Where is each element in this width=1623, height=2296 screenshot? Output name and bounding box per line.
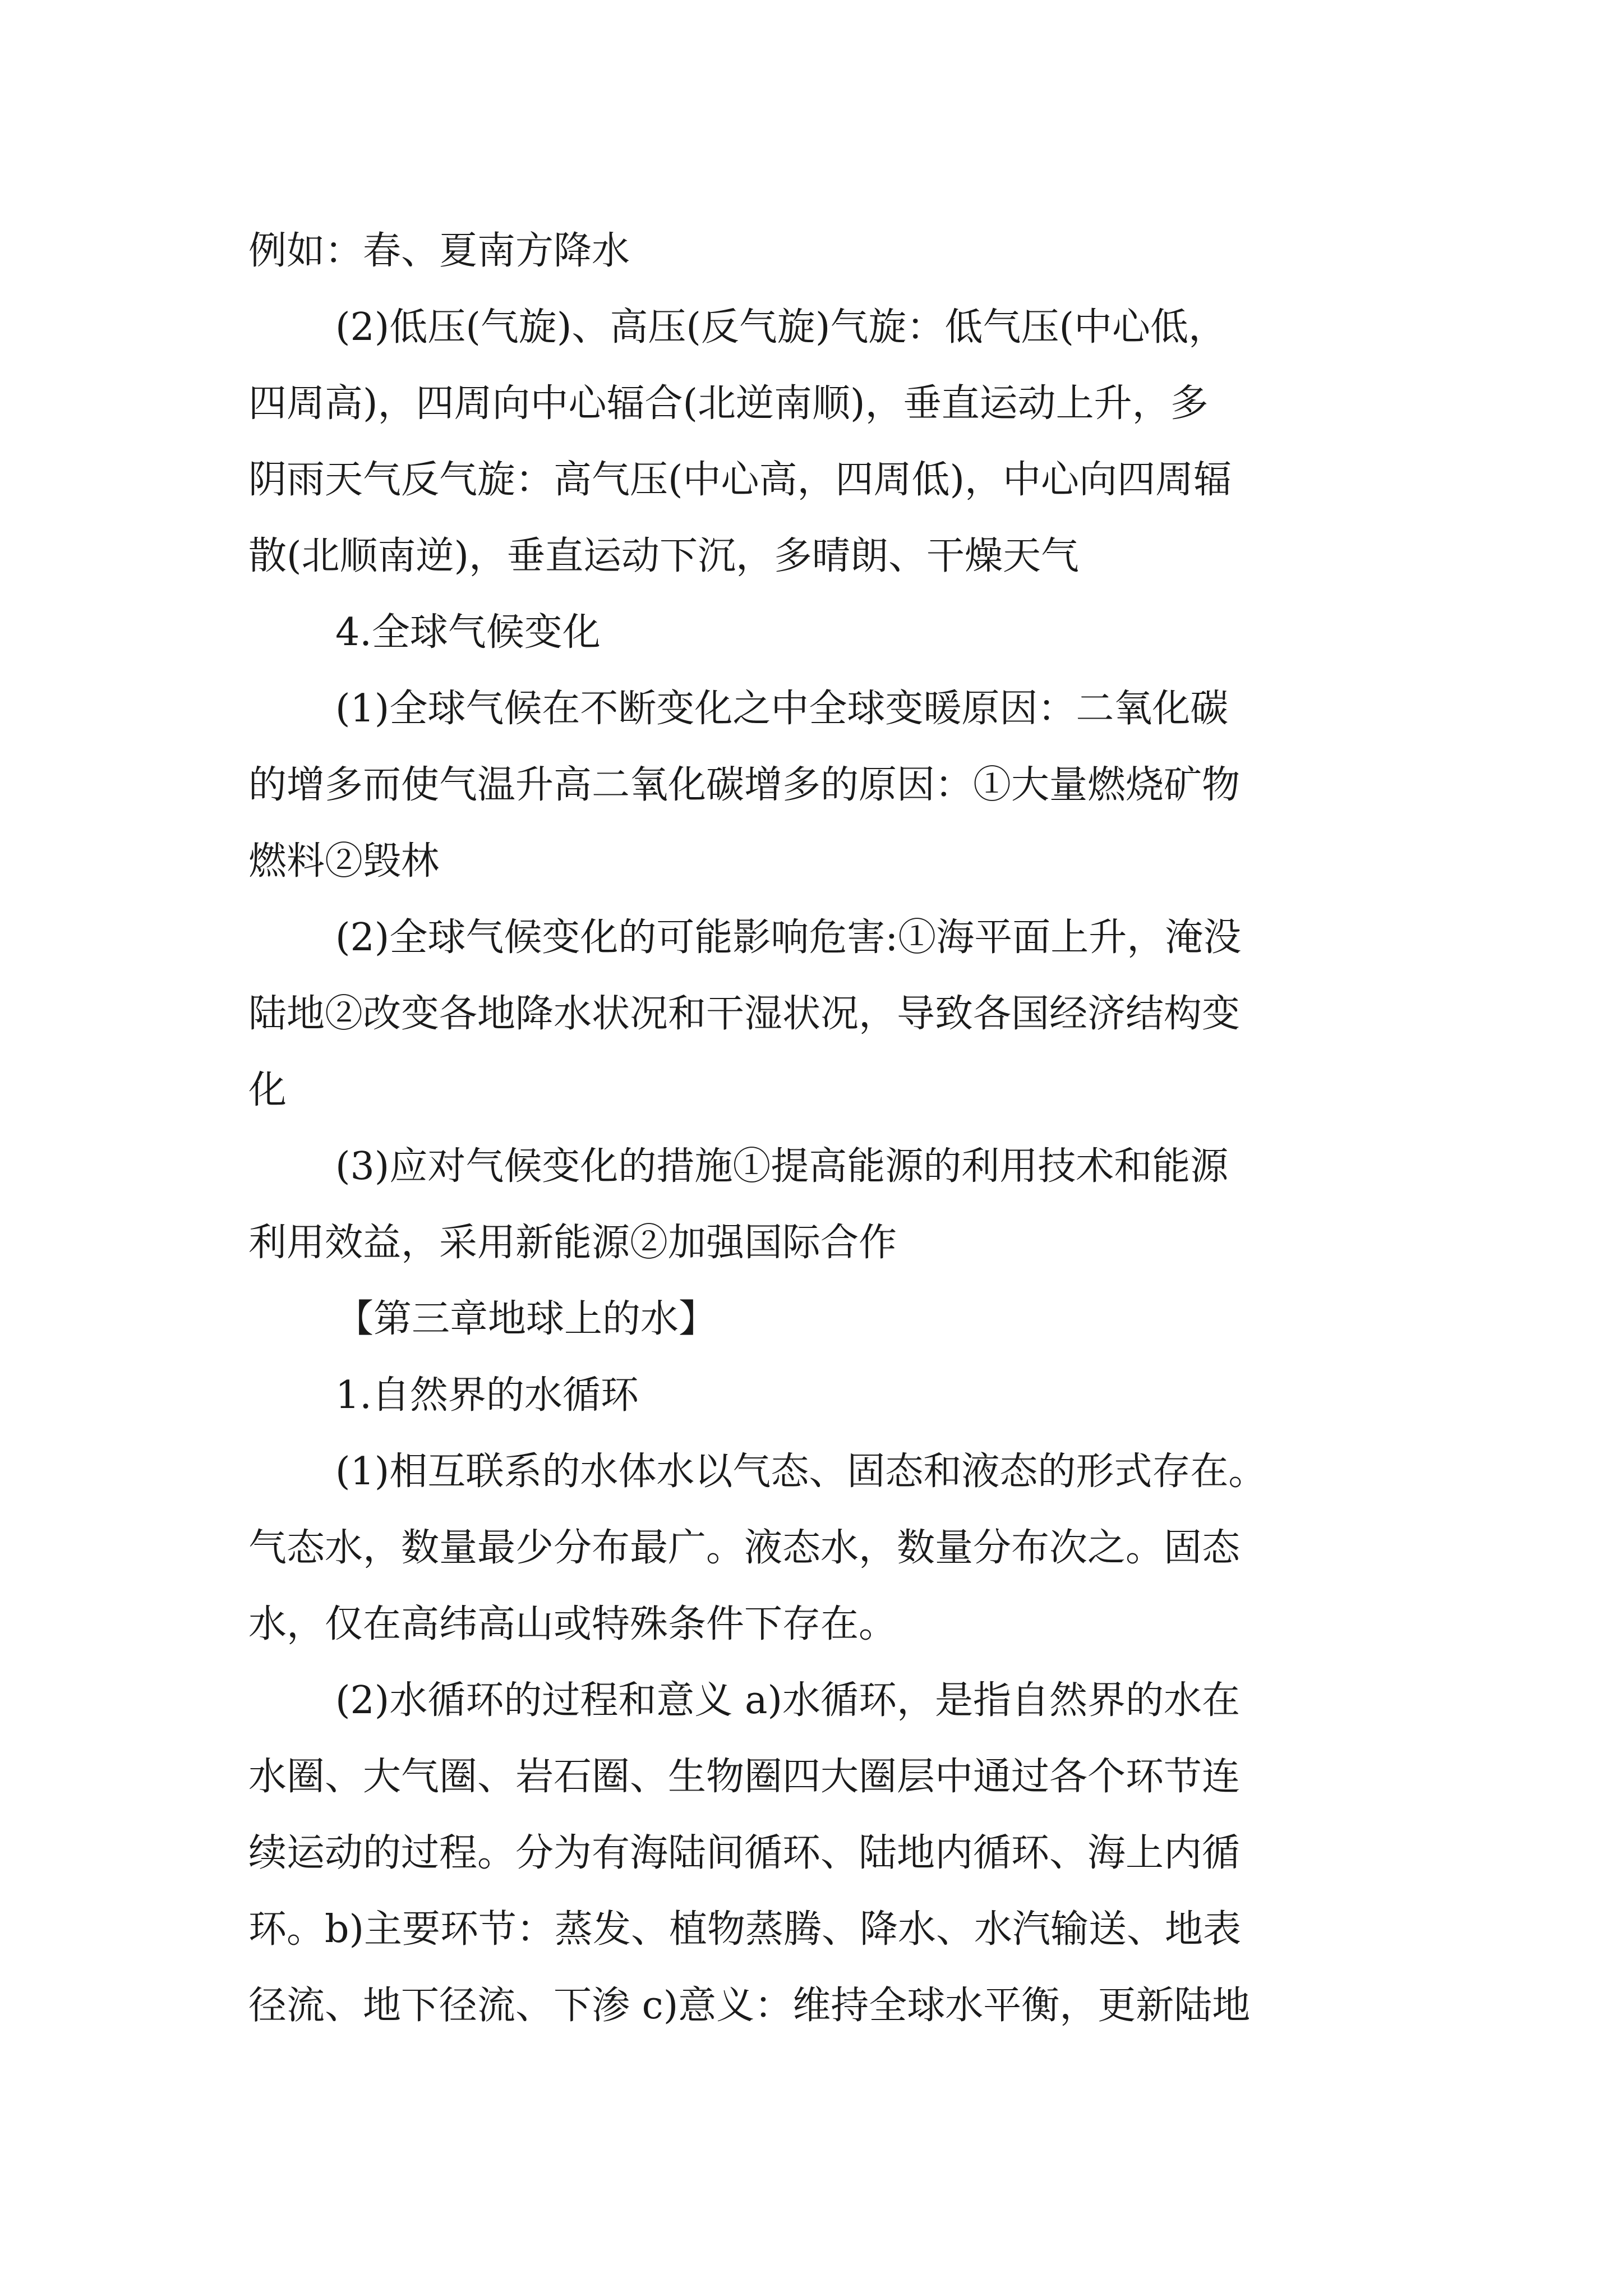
text-line: 例如：春、夏南方降水 — [248, 229, 630, 273]
text-line: 燃料②毁林 — [248, 839, 440, 884]
text-line: 4.全球气候变化 — [335, 610, 601, 655]
text-line: (1)全球气候在不断变化之中全球变暖原因：二氧化碳 — [335, 687, 1229, 731]
text-line: (3)应对气候变化的措施①提高能源的利用技术和能源 — [335, 1144, 1229, 1189]
text-line: 水，仅在高纬高山或特殊条件下存在。 — [248, 1602, 897, 1646]
text-line: 利用效益，采用新能源②加强国际合作 — [248, 1221, 897, 1265]
text-line: 散(北顺南逆)，垂直运动下沉，多晴朗、干燥天气 — [248, 534, 1080, 578]
text-line: 的增多而使气温升高二氧化碳增多的原因：①大量燃烧矿物 — [248, 763, 1241, 807]
text-line: 陆地②改变各地降水状况和干湿状况，导致各国经济结构变 — [248, 992, 1241, 1036]
text-line: 水圈、大气圈、岩石圈、生物圈四大圈层中通过各个环节连 — [248, 1755, 1241, 1799]
text-line: 四周高)，四周向中心辐合(北逆南顺)，垂直运动上升，多 — [248, 381, 1209, 426]
document-body — [248, 213, 1393, 2044]
text-line: 气态水，数量最少分布最广。液态水，数量分布次之。固态 — [248, 1526, 1241, 1570]
text-line: 续运动的过程。分为有海陆间循环、陆地内循环、海上内循 — [248, 1831, 1241, 1875]
text-line: 环。b)主要环节：蒸发、植物蒸腾、降水、水汽输送、地表 — [248, 1907, 1242, 1952]
text-line: 1.自然界的水循环 — [335, 1373, 639, 1418]
text-line: (2)水循环的过程和意义 a)水循环，是指自然界的水在 — [335, 1678, 1241, 1723]
text-line: 径流、地下径流、下渗 c)意义：维持全球水平衡，更新陆地 — [248, 1984, 1251, 2028]
text-line: 【第三章地球上的水】 — [335, 1297, 717, 1341]
text-line: 阴雨天气反气旋：高气压(中心高，四周低)，中心向四周辐 — [248, 458, 1232, 502]
text-line: (1)相互联系的水体水以气态、固态和液态的形式存在。 — [335, 1450, 1267, 1494]
text-line: (2)全球气候变化的可能影响危害:①海平面上升，淹没 — [335, 915, 1242, 960]
text-line: 化 — [248, 1068, 287, 1112]
text-line: (2)低压(气旋)、高压(反气旋)气旋：低气压(中心低， — [335, 305, 1227, 349]
